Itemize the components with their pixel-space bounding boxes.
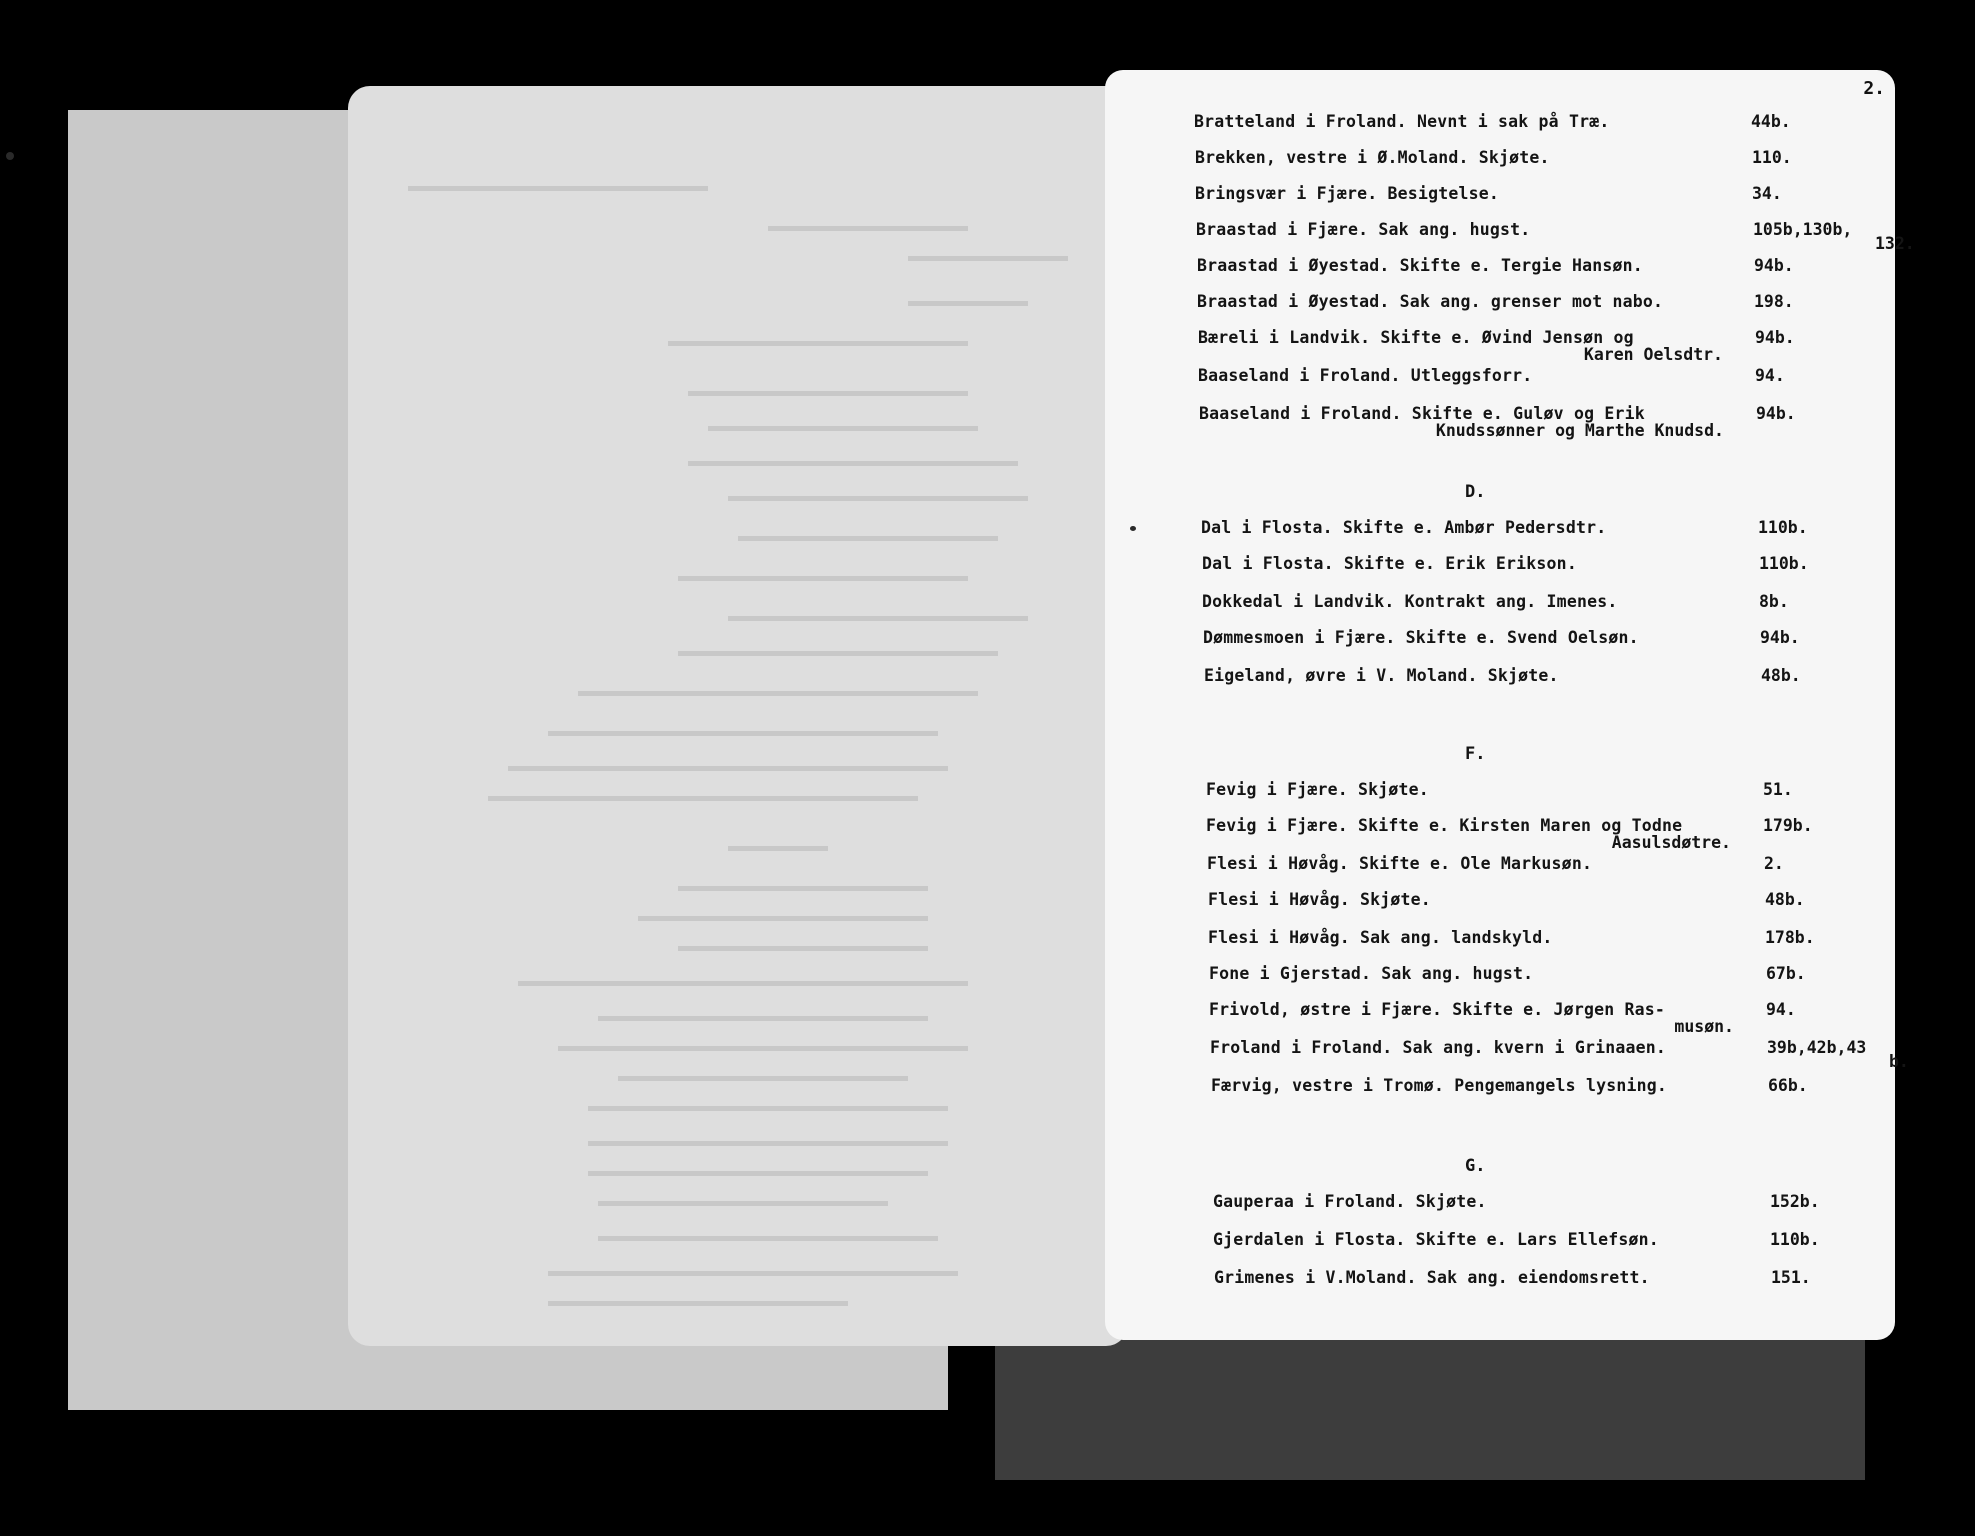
entry-place: Braastad i Fjære. Sak ang. hugst.: [1196, 220, 1531, 239]
entry-reference: 110b.: [1770, 1230, 1820, 1249]
faded-text-line: [598, 1016, 928, 1021]
faded-text-line: [598, 1201, 888, 1206]
faded-text-line: [508, 766, 948, 771]
entry-place: Flesi i Høvåg. Sak ang. landskyld.: [1208, 928, 1553, 947]
faded-text-line: [908, 256, 1068, 261]
entry-reference: 110b.: [1758, 518, 1808, 537]
faded-text-line: [588, 1171, 928, 1176]
faded-text-line: [558, 1046, 968, 1051]
entry-reference: 94.: [1755, 366, 1785, 385]
entry-place: Dal i Flosta. Skifte e. Ambør Pedersdtr.: [1201, 518, 1607, 537]
entry-place-continuation: Karen Oelsdtr.: [1583, 345, 1723, 364]
entry-reference: 105b,130b,: [1753, 220, 1853, 239]
entry-place-continuation: musøn.: [1674, 1017, 1734, 1036]
entry-place: Dømmesmoen i Fjære. Skifte e. Svend Oelsøn.: [1203, 628, 1639, 647]
faded-text-line: [488, 796, 918, 801]
faded-text-line: [728, 616, 1028, 621]
entry-place: Braastad i Øyestad. Skifte e. Tergie Hansøn.: [1197, 256, 1643, 275]
section-letter: G.: [1465, 1156, 1486, 1176]
faded-text-line: [908, 301, 1028, 306]
entry-place: Eigeland, øvre i V. Moland. Skjøte.: [1204, 666, 1559, 685]
entry-reference: 39b,42b,43: [1767, 1038, 1867, 1057]
entry-reference: 44b.: [1751, 112, 1791, 131]
faded-text-line: [548, 731, 938, 736]
faded-text-line: [518, 981, 968, 986]
entry-place: Fevig i Fjære. Skifte e. Kirsten Maren og Todne: [1206, 816, 1683, 835]
faded-text-line: [678, 576, 968, 581]
faded-text-line: [688, 461, 1018, 466]
entry-reference: 179b.: [1763, 816, 1813, 835]
entry-place: Braastad i Øyestad. Sak ang. grenser mot nabo.: [1197, 292, 1664, 311]
faded-text-line: [548, 1301, 848, 1306]
faded-text-line: [728, 496, 1028, 501]
section-letter: D.: [1465, 482, 1486, 502]
entry-place: Baaseland i Froland. Utleggsforr.: [1198, 366, 1533, 385]
faded-text-line: [638, 916, 928, 921]
entry-reference: 152b.: [1770, 1192, 1820, 1211]
entry-reference: 48b.: [1761, 666, 1801, 685]
entry-place: Bæreli i Landvik. Skifte e. Øvind Jensøn og: [1198, 328, 1634, 347]
entry-place: Fevig i Fjære. Skjøte.: [1206, 780, 1429, 799]
entry-reference: 94b.: [1756, 404, 1796, 423]
entry-place: Dal i Flosta. Skifte e. Erik Erikson.: [1202, 554, 1577, 573]
faded-text-line: [548, 1271, 958, 1276]
faded-text-line: [588, 1106, 948, 1111]
faded-text-line: [678, 886, 928, 891]
entry-place: Baaseland i Froland. Skifte e. Guløv og Erik: [1199, 404, 1645, 423]
entry-place: Frivold, østre i Fjære. Skifte e. Jørgen Ras-: [1209, 1000, 1666, 1019]
entry-place: Brekken, vestre i Ø.Moland. Skjøte.: [1195, 148, 1550, 167]
faded-text-line: [408, 186, 708, 191]
entry-reference: 66b.: [1768, 1076, 1808, 1095]
faded-text-line: [588, 1141, 948, 1146]
entry-place: Grimenes i V.Moland. Sak ang. eiendomsrett.: [1214, 1268, 1650, 1287]
entry-reference: 2.: [1764, 854, 1784, 873]
page-number: 2.: [1863, 78, 1885, 99]
faded-text-line: [668, 341, 968, 346]
entry-reference: 198.: [1754, 292, 1794, 311]
entry-place: Gauperaa i Froland. Skjøte.: [1213, 1192, 1487, 1211]
faded-text-line: [708, 426, 978, 431]
faded-text-line: [768, 226, 968, 231]
faded-text-line: [678, 946, 928, 951]
entry-reference: 34.: [1752, 184, 1782, 203]
entry-reference: 110b.: [1759, 554, 1809, 573]
entry-place: Bratteland i Froland. Nevnt i sak på Træ.: [1194, 112, 1610, 131]
faded-text-line: [738, 536, 998, 541]
entry-reference: 94b.: [1760, 628, 1800, 647]
speck: [1130, 526, 1136, 531]
faded-bleedthrough-text: [348, 86, 1128, 1346]
left-page-faded: [348, 86, 1128, 1346]
entry-reference: 48b.: [1765, 890, 1805, 909]
entry-reference: 94.: [1766, 1000, 1796, 1019]
entry-place: Dokkedal i Landvik. Kontrakt ang. Imenes.: [1202, 592, 1618, 611]
section-letter: F.: [1465, 744, 1486, 764]
entry-place: Færvig, vestre i Tromø. Pengemangels lysning.: [1211, 1076, 1668, 1095]
faded-text-line: [688, 391, 968, 396]
entry-reference: 110.: [1752, 148, 1792, 167]
entry-place: Flesi i Høvåg. Skifte e. Ole Markusøn.: [1207, 854, 1593, 873]
entry-place: Flesi i Høvåg. Skjøte.: [1208, 890, 1431, 909]
entry-reference: 8b.: [1759, 592, 1789, 611]
entry-reference: 94b.: [1755, 328, 1795, 347]
entry-reference: 67b.: [1766, 964, 1806, 983]
entry-place-continuation: Knudssønner og Marthe Knudsd.: [1435, 421, 1724, 440]
entry-reference: 151.: [1771, 1268, 1811, 1287]
faded-text-line: [618, 1076, 908, 1081]
lower-page-edge: [995, 1340, 1865, 1480]
entry-reference: 51.: [1763, 780, 1793, 799]
entry-reference-continuation: b.: [1889, 1052, 1909, 1071]
speck: [6, 152, 14, 160]
faded-text-line: [728, 846, 828, 851]
entry-reference-continuation: 132.: [1875, 234, 1915, 253]
entry-place: Fone i Gjerstad. Sak ang. hugst.: [1209, 964, 1534, 983]
entry-place: Froland i Froland. Sak ang. kvern i Grinaaen.: [1210, 1038, 1667, 1057]
entry-place: Gjerdalen i Flosta. Skifte e. Lars Ellefsøn.: [1213, 1230, 1659, 1249]
faded-text-line: [598, 1236, 938, 1241]
index-page: [1105, 70, 1915, 1340]
entry-reference: 178b.: [1765, 928, 1815, 947]
entry-place-continuation: Aasulsdøtre.: [1611, 833, 1731, 852]
faded-text-line: [578, 691, 978, 696]
entry-reference: 94b.: [1754, 256, 1794, 275]
entry-place: Bringsvær i Fjære. Besigtelse.: [1195, 184, 1500, 203]
faded-text-line: [678, 651, 998, 656]
